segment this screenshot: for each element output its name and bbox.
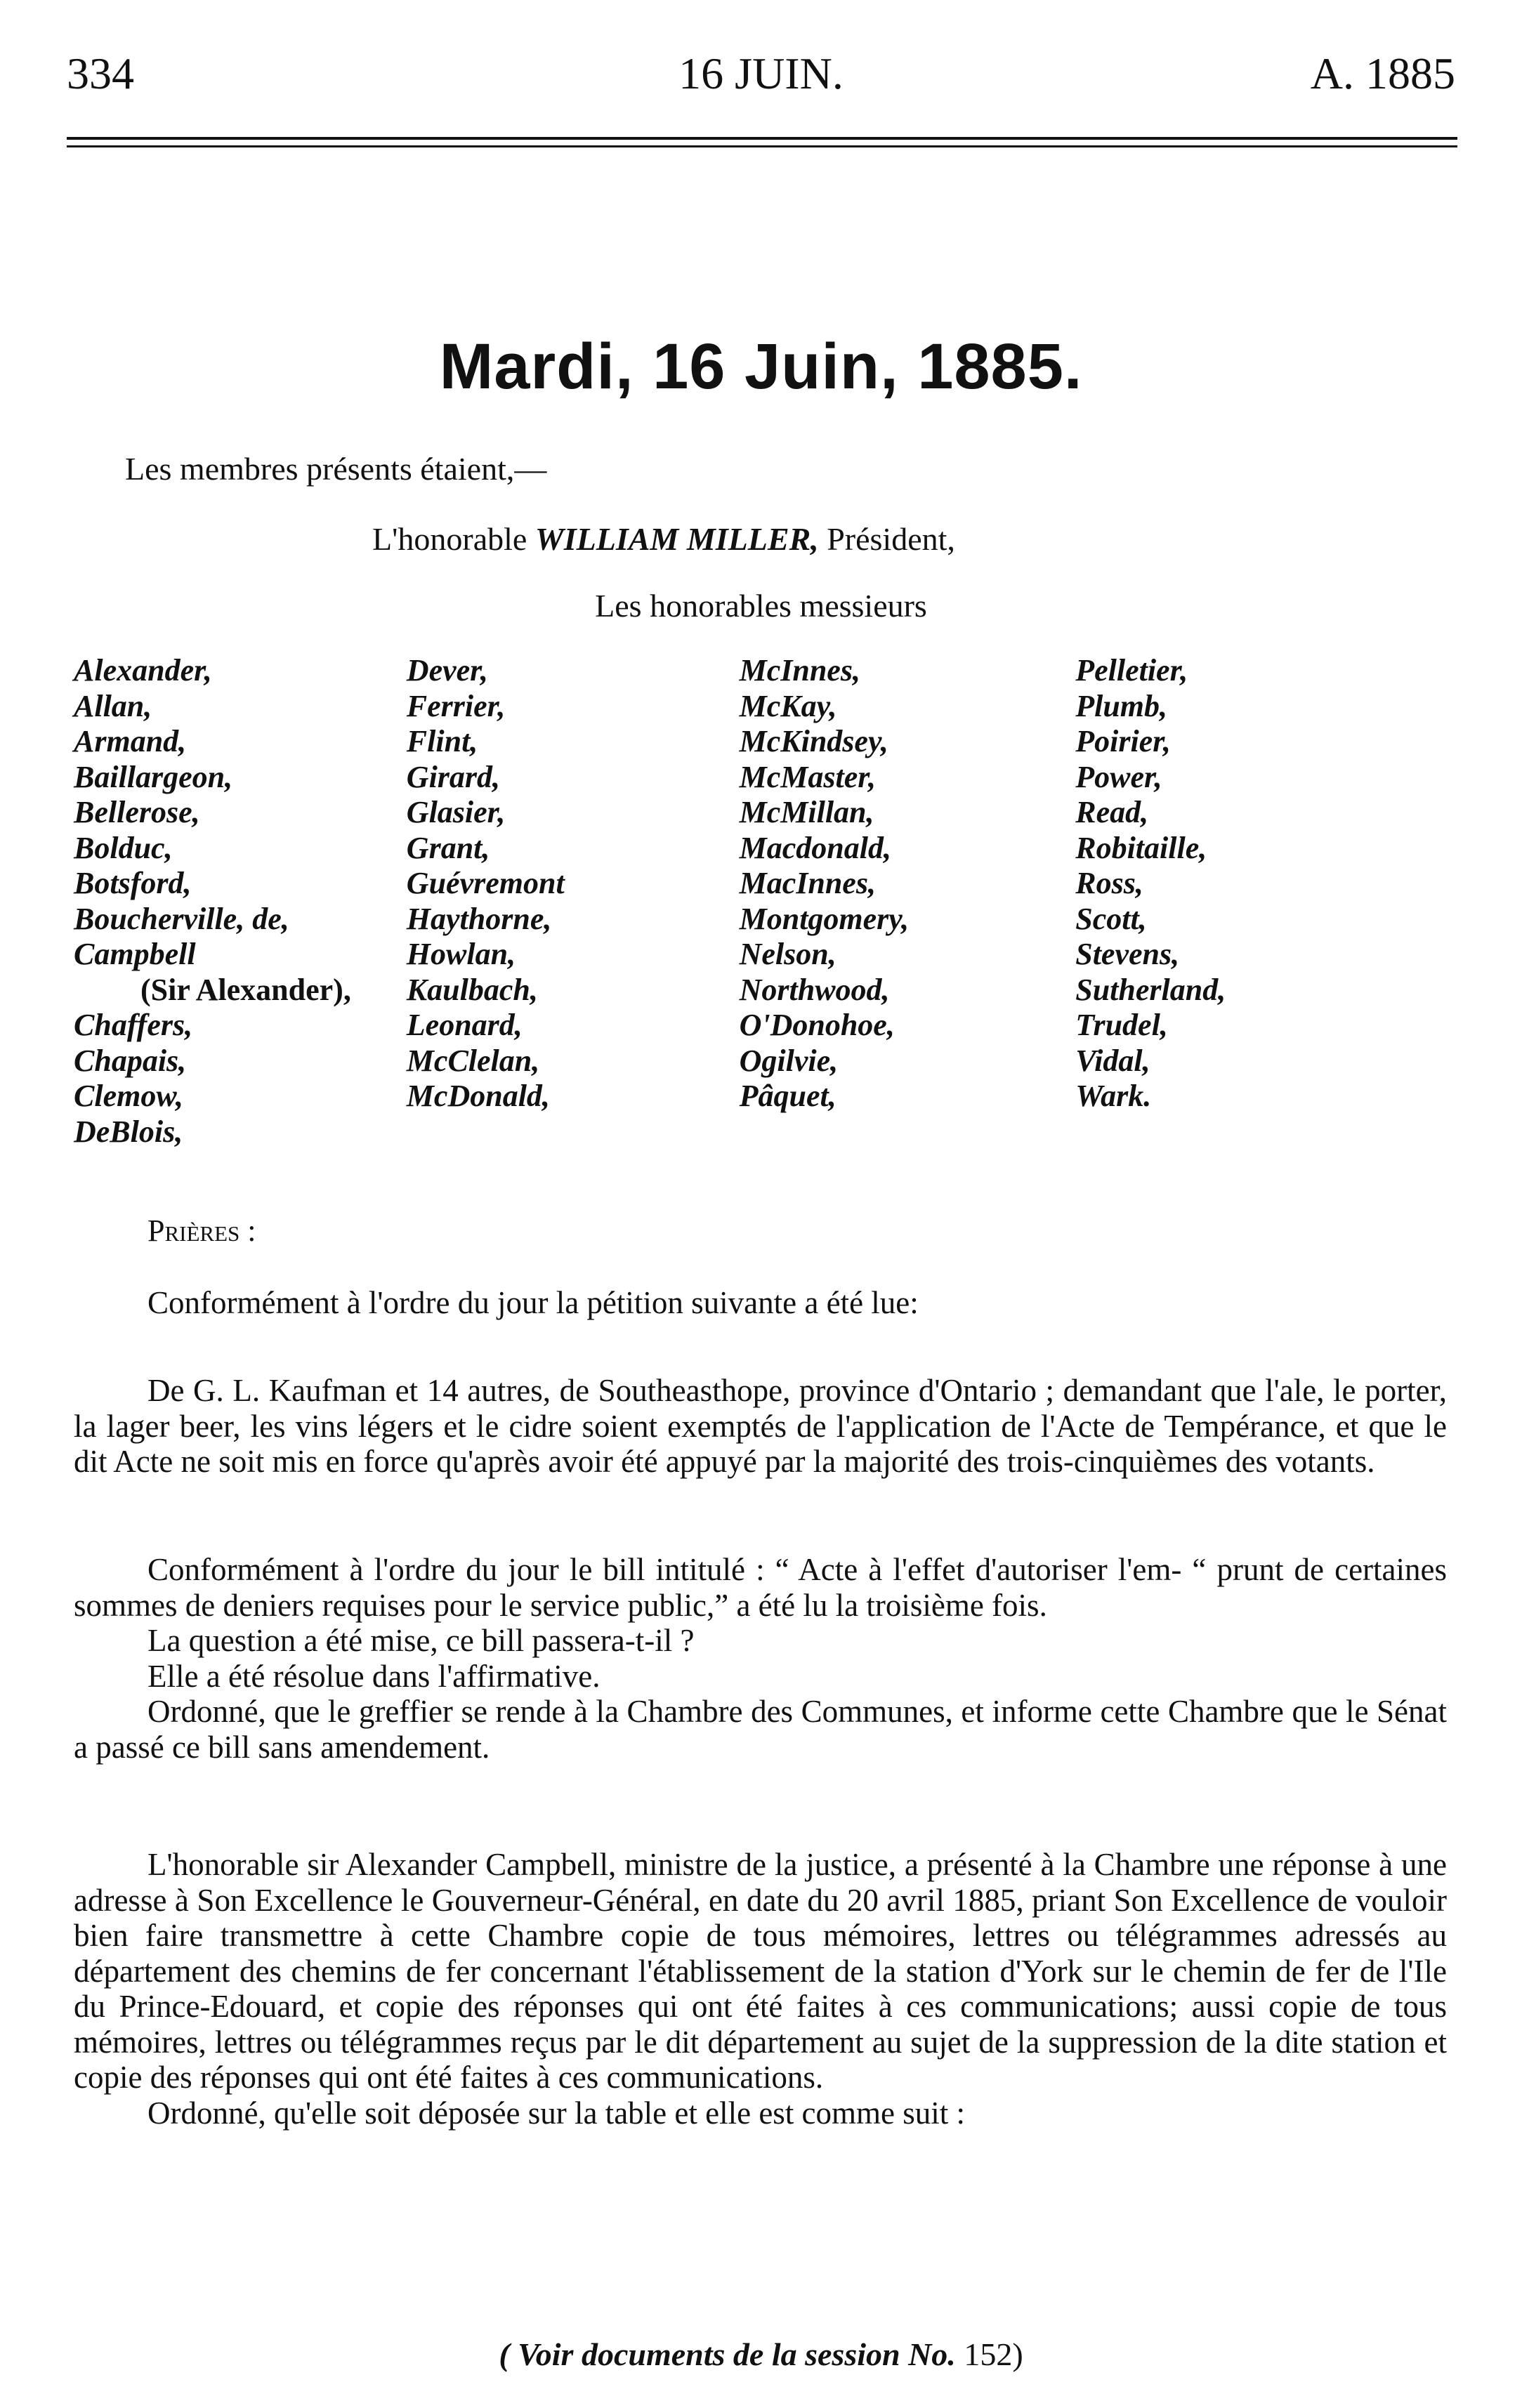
senator-name: Clemow, — [74, 1079, 184, 1113]
senator-name: Nelson, — [739, 937, 837, 971]
senator-name: Bolduc, — [74, 830, 173, 865]
senator-name: Flint, — [406, 724, 478, 758]
senator-name: Stevens, — [1075, 937, 1180, 971]
senator-name: Pâquet, — [739, 1079, 837, 1113]
senators-column-4 — [1075, 653, 1408, 1150]
question-text: La question a été mise, ce bill passera-t-il ? — [147, 1623, 695, 1658]
bill-text: Conformément à l'ordre du jour le bill intitulé : “ Acte à l'effet d'autoriser l'em- “ prunt de certaines sommes de deniers requises pour le service public,” a été lu la troisième fois. — [74, 1552, 1447, 1623]
senator-name: McKindsey, — [739, 724, 888, 758]
senator-name: Boucherville, de, — [74, 901, 289, 936]
senator-name: McInnes, — [739, 653, 860, 687]
senator-name: Dever, — [406, 653, 488, 687]
senator-name: Ross, — [1075, 866, 1143, 900]
page-title: Mardi, 16 Juin, 1885. — [439, 331, 1083, 402]
president-line — [372, 520, 955, 559]
header-rule-bottom — [67, 145, 1457, 147]
senator-name: McClelan, — [406, 1043, 540, 1078]
senator-name: Grant, — [406, 830, 490, 865]
senator-name: Power, — [1075, 759, 1162, 794]
senators-column-2 — [407, 653, 740, 1150]
senator-name: Pelletier, — [1075, 653, 1188, 687]
president-name: WILLIAM MILLER, — [534, 521, 819, 557]
senator-name: Baillargeon, — [74, 759, 233, 794]
senator-name: McKay, — [739, 688, 837, 723]
paragraph-petition-order — [74, 1285, 1447, 1321]
senator-name: Trudel, — [1075, 1008, 1168, 1042]
senator-name: Read, — [1075, 795, 1149, 829]
senator-name: Ferrier, — [406, 688, 506, 723]
senator-name: Scott, — [1075, 901, 1147, 936]
petition-text: De G. L. Kaufman et 14 autres, de Southeasthope, province d'Ontario ; demandant que l'ale, le porter, la lager beer, les vins légers et le cidre soient exemptés de l'application de l'Acte de Tempérance, et que le dit Acte ne soit mis en force qu'après avoir été appuyé par la majorité des trois-cinquièmes des votants. — [74, 1373, 1447, 1479]
senator-name: Robitaille, — [1075, 830, 1207, 865]
senator-name: Guévremont — [406, 866, 565, 900]
senators-list — [74, 653, 1408, 1150]
senator-name: Howlan, — [406, 937, 516, 971]
messieurs-heading: Les honorables messieurs — [595, 588, 927, 624]
senator-name: Haythorne, — [406, 901, 552, 936]
senator-name: Leonard, — [406, 1008, 523, 1042]
senator-name: Poirier, — [1075, 724, 1171, 758]
senator-name: Plumb, — [1075, 688, 1168, 723]
senator-name: Montgomery, — [739, 901, 910, 936]
senator-name: Ogilvie, — [739, 1043, 839, 1078]
paragraph-reponse — [74, 1847, 1447, 2131]
senator-name: Botsford, — [74, 866, 192, 900]
senator-name: Sutherland, — [1075, 972, 1226, 1007]
senator-name: Wark. — [1075, 1079, 1152, 1113]
senator-name: McMillan, — [739, 795, 874, 829]
ordonne-deposee-text: Ordonné, qu'elle soit déposée sur la table et elle est comme suit : — [147, 2095, 966, 2131]
reponse-text: L'honorable sir Alexander Campbell, ministre de la justice, a présenté à la Chambre une réponse à une adresse à Son Excellence le Gouverneur-Général, en date du 20 avril 1885, priant Son Excellence de vouloir bien faire transmettre à cette Chambre copie de tous mémoires, lettres ou télégrammes adressés au département des chemins de fer concernant l'établissement de la station d'York sur le chemin de fer de l'Ile du Prince-Edouard, et copie des réponses qui ont été faites à ces communications; aussi copie de tous mémoires, lettres ou télégrammes reçus par le dit département au sujet de la suppression de la dite station et copie des réponses qui ont été faites à ces communications. — [74, 1847, 1447, 2095]
senator-name: Armand, — [74, 724, 187, 758]
prieres-heading: Prières : — [147, 1213, 256, 1248]
senator-name: Vidal, — [1075, 1043, 1150, 1078]
voir-documents — [0, 2335, 1522, 2374]
senator-name: DeBlois, — [74, 1114, 183, 1149]
senators-column-1 — [74, 653, 407, 1150]
running-head — [67, 39, 1455, 109]
senator-name: MacInnes, — [739, 866, 876, 900]
petition-order-text: Conformément à l'ordre du jour la pétition suivante a été lue: — [147, 1285, 919, 1320]
senator-name: Kaulbach, — [406, 972, 538, 1007]
members-intro: Les membres présents étaient,— — [125, 451, 547, 487]
senator-name: Alexander, — [74, 653, 212, 687]
running-head-year: A. 1885 — [1310, 48, 1455, 98]
resolue-text: Elle a été résolue dans l'affirmative. — [147, 1658, 601, 1694]
running-head-date: 16 JUIN. — [678, 48, 844, 98]
senator-name-qualifier: (Sir Alexander), — [140, 972, 351, 1007]
senator-name: Chapais, — [74, 1043, 187, 1078]
senator-name: O'Donohoe, — [739, 1008, 895, 1042]
voir-number: 152) — [964, 2336, 1023, 2372]
paragraph-petition — [74, 1373, 1447, 1480]
senator-name: Chaffers, — [74, 1008, 193, 1042]
senator-name: Allan, — [74, 688, 152, 723]
president-prefix: L'honorable — [372, 521, 527, 557]
president-role: Président, — [827, 521, 955, 557]
senator-name: Bellerose, — [74, 795, 200, 829]
senator-name: Girard, — [406, 759, 501, 794]
senator-name: Campbell — [74, 937, 196, 971]
voir-text: ( Voir documents de la session No. — [499, 2336, 956, 2372]
page-number: 334 — [67, 48, 134, 98]
header-rule-top — [67, 137, 1457, 140]
senator-name: McDonald, — [406, 1079, 550, 1113]
senator-name: Northwood, — [739, 972, 890, 1007]
senators-column-3 — [740, 653, 1076, 1150]
senator-name: Macdonald, — [739, 830, 891, 865]
ordonne-greffier-text: Ordonné, que le greffier se rende à la Chambre des Communes, et informe cette Chambre que le Sénat a passé ce bill sans amendement. — [74, 1694, 1447, 1765]
paragraph-bill — [74, 1552, 1447, 1765]
senator-name: Glasier, — [406, 795, 506, 829]
senator-name: McMaster, — [739, 759, 876, 794]
